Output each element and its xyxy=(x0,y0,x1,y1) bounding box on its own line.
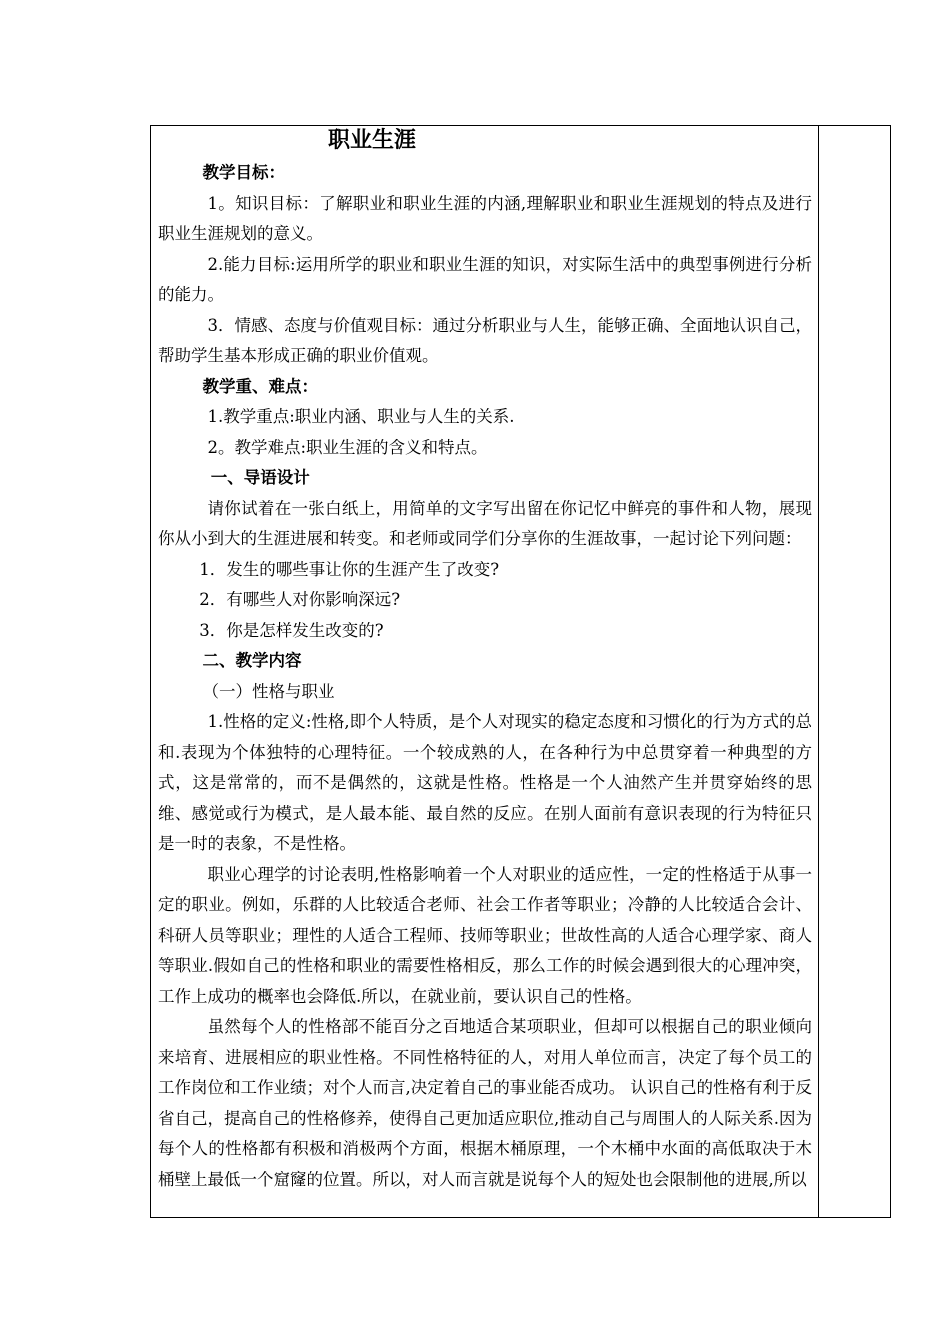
question-3: 3．你是怎样发生改变的? xyxy=(199,620,384,640)
page-title: 职业生涯 xyxy=(328,128,417,153)
section-intro-heading: 一、导语设计 xyxy=(210,468,310,487)
paragraph-personality-definition: 1.性格的定义:性格,即个人特质，是个人对现实的稳定态度和习惯化的行为方式的总和.表现为个体独特的心理特征。一个较成熟的人，在各种行为中总贯穿着一种典型的方式，这是常常的，而不是偶然的，这就是性格。性格是一个人油然产生并贯穿始终的思维、感觉或行为模式，是人最本能、最自然的反应。在别人面前有意识表现的行为特征只是一时的表象，不是性格。 xyxy=(158,712,812,853)
paragraph-personality-development: 虽然每个人的性格部不能百分之百地适合某项职业，但却可以根据自己的职业倾向来培育、进展相应的职业性格。不同性格特征的人，对用人单位而言，决定了每个员工的工作岗位和工作业绩；对个人而言,决定着自己的事业能否成功。 认识自己的性格有利于反省自己，提高自己的性格修养，使得自己更加适应职位,推动自己与周围人的人际关系.因为每个人的性格都有积极和消极两个方面，根据木桶原理，一个木桶中水面的高低取决于木桶壁上最低一个窟窿的位置。所以，对人而言就是说每个人的短处也会限制他的进展,所以 xyxy=(158,1017,812,1189)
goal-ability: 2.能力目标:运用所学的职业和职业生涯的知识，对实际生活中的典型事例进行分析的能力。 xyxy=(158,254,812,304)
key-point-difficulty: 2。教学难点:职业生涯的含义和特点。 xyxy=(207,437,488,457)
question-2: 2．有哪些人对你影响深远? xyxy=(199,590,401,609)
subsection-personality-career: （一）性格与职业 xyxy=(202,681,335,701)
intro-paragraph: 请你试着在一张白纸上，用简单的文字写出留在你记忆中鲜亮的事件和人物，展现你从小到大的生涯进展和转变。和老师或同学们分享你的生涯故事，一起讨论下列问题： xyxy=(158,498,812,548)
goal-knowledge: 1。知识目标：了解职业和职业生涯的内涵,理解职业和职业生涯规划的特点及进行职业生涯规划的意义。 xyxy=(158,193,812,243)
section-content-heading: 二、教学内容 xyxy=(202,651,302,670)
paragraph-career-psychology: 职业心理学的讨论表明,性格影响着一个人对职业的适应性，一定的性格适于从事一定的职业。例如，乐群的人比较适合老师、社会工作者等职业；冷静的人比较适合会计、科研人员等职业；理性的人适合工程师、技师等职业；世故性高的人适合心理学家、商人等职业.假如自己的性格和职业的需要性格相反，那么工作的时候会遇到很大的心理冲突，工作上成功的概率也会降低.所以，在就业前，要认识自己的性格。 xyxy=(158,864,812,1006)
goal-attitude: 3．情感、态度与价值观目标：通过分析职业与人生，能够正确、全面地认识自己，帮助学生基本形成正确的职业价值观。 xyxy=(158,315,812,365)
document-body xyxy=(158,124,812,1217)
key-point-focus: 1.教学重点:职业内涵、职业与人生的关系. xyxy=(207,407,515,426)
table-column-divider xyxy=(818,125,819,1218)
heading-key-points: 教学重、难点： xyxy=(202,376,319,396)
question-1: 1．发生的哪些事让你的生涯产生了改变? xyxy=(199,559,500,579)
heading-teaching-goals: 教学目标： xyxy=(202,163,286,182)
